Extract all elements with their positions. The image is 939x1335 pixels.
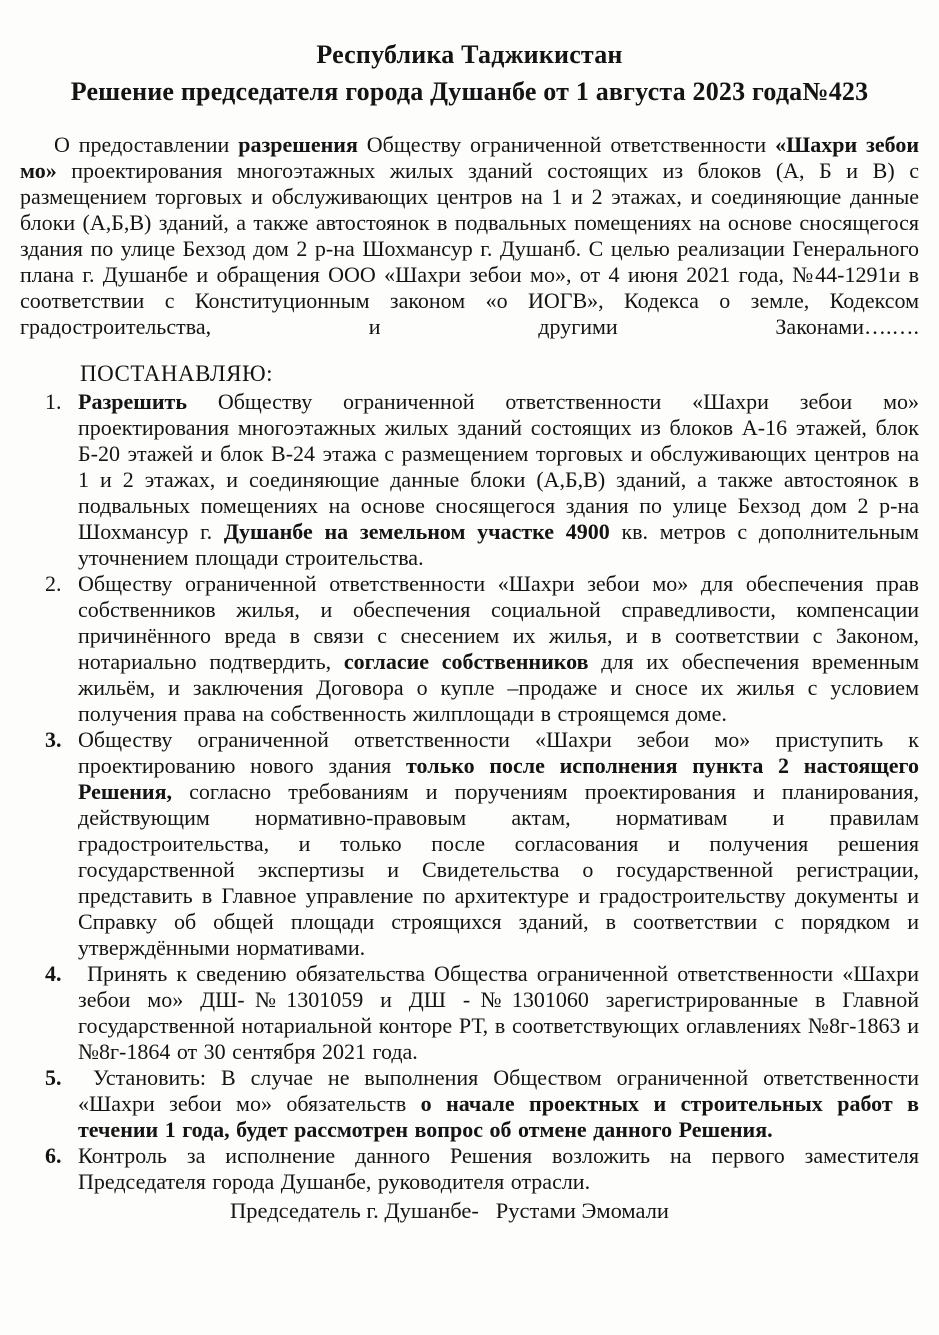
item-number: 1. <box>45 389 62 414</box>
decree-item-4 <box>20 961 919 1065</box>
decree-item-1 <box>20 389 919 571</box>
title-line-country: Республика Таджикистан <box>316 40 623 69</box>
decree-item-3 <box>20 727 919 961</box>
document-title <box>20 36 919 110</box>
bold-text-run: о начале проектных и строительных работ в течении 1 года, будет рассмотрен вопрос об отмене данного Решения. <box>78 1091 919 1142</box>
item-text <box>78 571 919 727</box>
text-run: Принять к сведению обязательства Общества ограниченной ответственности «Шахри зебои мо» ДШ-№1301059 и ДШ -№1301060 зарегистрированные в Главной государственной нотариальной конторе РТ, в соответствующих оглавлениях №8г-1863 и №8г-1864 от 30 сентября 2021 года. <box>78 961 919 1064</box>
item-text <box>78 1065 919 1143</box>
text-run: Обществу ограниченной ответственности «Шахри зебои мо» приступить к проектированию нового здания <box>78 727 919 778</box>
bold-text-run: Душанбе на земельном участке 4900 <box>223 519 610 544</box>
intro-paragraph <box>20 132 919 340</box>
item-number: 5. <box>45 1065 62 1090</box>
decree-item-6 <box>20 1143 919 1195</box>
text-run: проектирования многоэтажных жилых зданий состоящих из блоков (А, Б и В) с размещением торговых и обслуживающих центров на 1 и 2 этажах, и соединяющие данные блоки (А,Б,В) зданий, а также автостоянок в подвальных помещениях на основе сносящегося здания по улице Бехзод дом 2 р-на Шохмансур г. Душанб. С целью реализации Генерального плана г. Душанбе и обращения ООО «Шахри зебои мо», от 4 июня 2021 года, №44-1291и в соответствии с Конституционным законом «о ИОГВ», Кодекса о земле, Кодексом градостроительства, и другими Законами….…. <box>20 158 919 339</box>
decree-items-list <box>20 389 919 1195</box>
bold-text-run: только после исполнения пункта 2 настоящего Решения, <box>78 753 919 804</box>
text-run: кв. метров с дополнительным уточнением площади строительства. <box>78 519 919 570</box>
bold-text-run: разрешения <box>238 132 358 157</box>
text-run: Обществу ограниченной ответственности «Шахри зебои мо» для обеспечения прав собственников жилья, и обеспечения социальной справедливости, компенсации причинённого вреда в связи с снесением их жилья, и в соответствии с Законом, нотариально подтвердить, <box>78 571 919 674</box>
item-text <box>78 727 919 961</box>
bold-text-run: «Шахри зебои мо» <box>20 132 920 183</box>
bold-text-run: Разрешить <box>78 389 187 414</box>
text-run: согласно требованиям и поручениям проектирования и планирования, действующим нормативно-правовым актам, нормативам и правилам градостроительства, и только после согласования и получения решения государственной экспертизы и Свидетельства о государственной регистрации, представить в Главное управление по архитектуре и градостроительству документы и Справку об общей площади строящихся зданий, в соответствии с порядком и утверждёнными нормативами. <box>78 779 919 960</box>
item-text <box>78 1143 919 1195</box>
item-number: 3. <box>45 727 62 752</box>
text-run: Установить: В случае не выполнения Обществом ограниченной ответственности «Шахри зебои мо» обязательств <box>78 1065 919 1116</box>
signature-line: Председатель г. Душанбе- Рустами Эмомали <box>230 1198 669 1223</box>
title-line-decree: Решение председателя города Душанбе от 1 августа 2023 года№423 <box>70 77 869 106</box>
decree-item-5 <box>20 1065 919 1143</box>
resolution-heading: ПОСТАНАВЛЯЮ: <box>80 361 274 386</box>
text-run: Контроль за исполнение данного Решения возложить на первого заместителя Председателя города Душанбе, руководителя отрасли. <box>78 1143 919 1194</box>
item-number: 4. <box>45 961 62 986</box>
decree-item-2 <box>20 571 919 727</box>
item-text <box>78 389 919 571</box>
item-number: 2. <box>45 571 62 596</box>
text-run: О предоставлении <box>54 132 239 157</box>
item-text <box>78 961 919 1065</box>
item-number: 6. <box>45 1143 62 1168</box>
text-run: Обществу ограниченной ответственности <box>357 132 776 157</box>
bold-text-run: согласие собственников <box>343 649 589 674</box>
text-run: для их обеспечения временным жильём, и заключения Договора о купле –продаже и сносе их жилья с условием получения права на собственность жилплощади в строящемся доме. <box>78 649 919 726</box>
text-run: Обществу ограниченной ответственности «Шахри зебои мо» проектирования многоэтажных жилых зданий состоящих из блоков А-16 этажей, блок Б-20 этажей и блок В-24 этажа с размещением торговых и обслуживающих центров на 1 и 2 этажах, и соединяющие данные блоки (А,Б,В) зданий, а также автостоянок в подвальных помещениях на основе сносящегося здания по улице Бехзод дом 2 р-на Шохмансур г. <box>78 389 919 544</box>
